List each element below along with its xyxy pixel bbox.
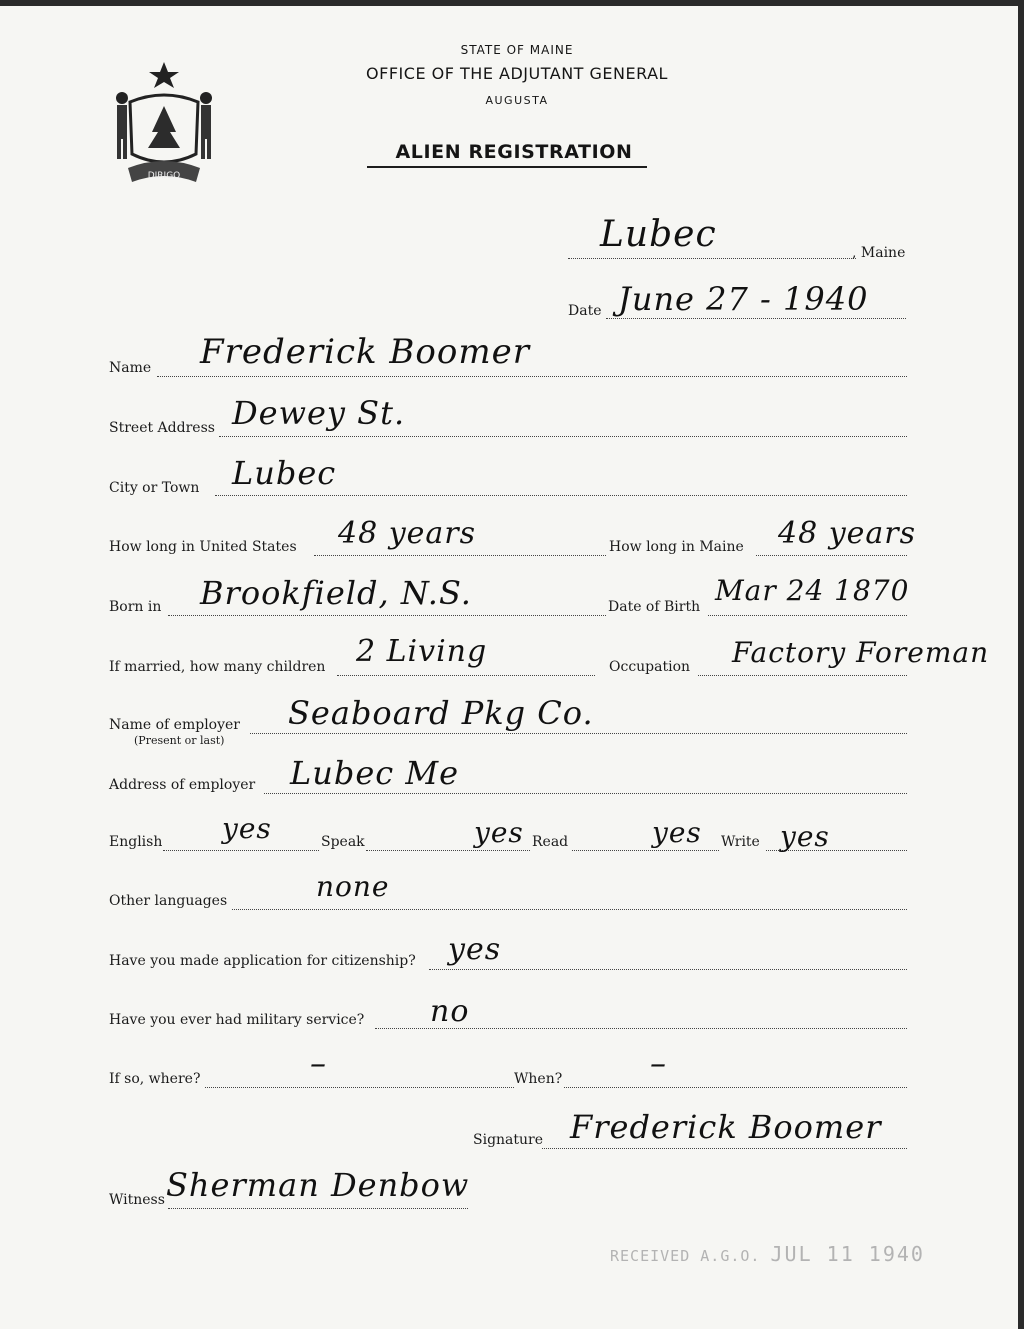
how-long-us-value: 48 years bbox=[338, 516, 477, 551]
witness-label: Witness bbox=[109, 1192, 165, 1208]
how-long-maine-label: How long in Maine bbox=[609, 539, 744, 555]
state-heading: STATE OF MAINE bbox=[460, 43, 574, 57]
where-value: – bbox=[310, 1044, 327, 1082]
read-value: yes bbox=[652, 816, 702, 849]
employer-line bbox=[250, 733, 907, 734]
scan-border-top bbox=[0, 0, 1024, 6]
witness-value: Sherman Denbow bbox=[166, 1166, 470, 1204]
born-in-value: Brookfield, N.S. bbox=[200, 574, 472, 612]
how-long-us-label: How long in United States bbox=[109, 539, 297, 555]
how-long-us-line bbox=[314, 555, 606, 556]
city-label: City or Town bbox=[109, 480, 200, 496]
other-languages-label: Other languages bbox=[109, 893, 228, 909]
name-value: Frederick Boomer bbox=[200, 332, 530, 372]
town-line bbox=[568, 258, 856, 259]
speak-value: yes bbox=[474, 816, 524, 849]
city-heading: AUGUSTA bbox=[485, 94, 549, 107]
office-heading: OFFICE OF THE ADJUTANT GENERAL bbox=[366, 64, 668, 83]
street-line bbox=[219, 436, 907, 437]
date-line bbox=[606, 318, 906, 319]
children-value: 2 Living bbox=[356, 634, 488, 669]
seal-motto: DIRIGO bbox=[147, 171, 181, 181]
occupation-line bbox=[698, 675, 907, 676]
received-stamp bbox=[610, 1242, 925, 1266]
employer-address-label: Address of employer bbox=[109, 777, 256, 793]
employer-sublabel: (Present or last) bbox=[134, 734, 225, 747]
when-label: When? bbox=[514, 1071, 563, 1087]
date-label: Date bbox=[568, 303, 602, 319]
employer-address-value: Lubec Me bbox=[290, 754, 460, 792]
signature-value: Frederick Boomer bbox=[570, 1108, 882, 1146]
other-languages-line bbox=[232, 909, 907, 910]
street-value: Dewey St. bbox=[232, 394, 406, 432]
when-value: – bbox=[650, 1044, 667, 1082]
occupation-value: Factory Foreman bbox=[732, 636, 990, 669]
born-in-line bbox=[168, 615, 606, 616]
form-title: ALIEN REGISTRATION bbox=[395, 141, 633, 163]
speak-line bbox=[366, 850, 530, 851]
signature-line bbox=[542, 1148, 907, 1149]
date-of-birth-value: Mar 24 1870 bbox=[715, 574, 910, 607]
where-line bbox=[205, 1087, 514, 1088]
english-line bbox=[163, 850, 319, 851]
children-line bbox=[337, 675, 595, 676]
name-line bbox=[157, 376, 907, 377]
english-label: English bbox=[109, 834, 163, 850]
military-value: no bbox=[430, 994, 470, 1029]
street-label: Street Address bbox=[109, 420, 215, 436]
citizenship-value: yes bbox=[448, 932, 502, 967]
military-label: Have you ever had military service? bbox=[109, 1012, 365, 1028]
write-label: Write bbox=[721, 834, 760, 850]
title-underline bbox=[367, 166, 647, 168]
children-label: If married, how many children bbox=[109, 659, 326, 675]
speak-label: Speak bbox=[321, 834, 365, 850]
occupation-label: Occupation bbox=[609, 659, 691, 675]
other-languages-value: none bbox=[316, 870, 390, 903]
how-long-maine-line bbox=[756, 555, 907, 556]
where-label: If so, where? bbox=[109, 1071, 201, 1087]
witness-line bbox=[168, 1208, 468, 1209]
read-label: Read bbox=[532, 834, 569, 850]
name-label: Name bbox=[109, 360, 152, 376]
write-value: yes bbox=[780, 820, 830, 853]
when-line bbox=[564, 1087, 907, 1088]
scan-border-right bbox=[1018, 0, 1024, 1329]
employer-label: Name of employer bbox=[109, 717, 240, 733]
received-stamp-date: JUL 11 1940 bbox=[770, 1242, 925, 1266]
english-value: yes bbox=[222, 812, 272, 845]
date-value: June 27 - 1940 bbox=[618, 280, 869, 318]
born-in-label: Born in bbox=[109, 599, 162, 615]
citizenship-line bbox=[429, 969, 907, 970]
date-of-birth-label: Date of Birth bbox=[608, 599, 701, 615]
date-of-birth-line bbox=[708, 615, 907, 616]
city-line bbox=[215, 495, 907, 496]
town-value: Lubec bbox=[600, 214, 717, 255]
how-long-maine-value: 48 years bbox=[778, 516, 917, 551]
employer-value: Seaboard Pkg Co. bbox=[288, 694, 594, 732]
citizenship-label: Have you made application for citizenship? bbox=[109, 953, 416, 969]
city-value: Lubec bbox=[232, 454, 337, 492]
received-stamp-text: RECEIVED A.G.O. bbox=[610, 1247, 761, 1265]
employer-address-line bbox=[264, 793, 907, 794]
signature-label: Signature bbox=[473, 1132, 544, 1148]
read-line bbox=[572, 850, 719, 851]
maine-label: , Maine bbox=[852, 245, 906, 261]
